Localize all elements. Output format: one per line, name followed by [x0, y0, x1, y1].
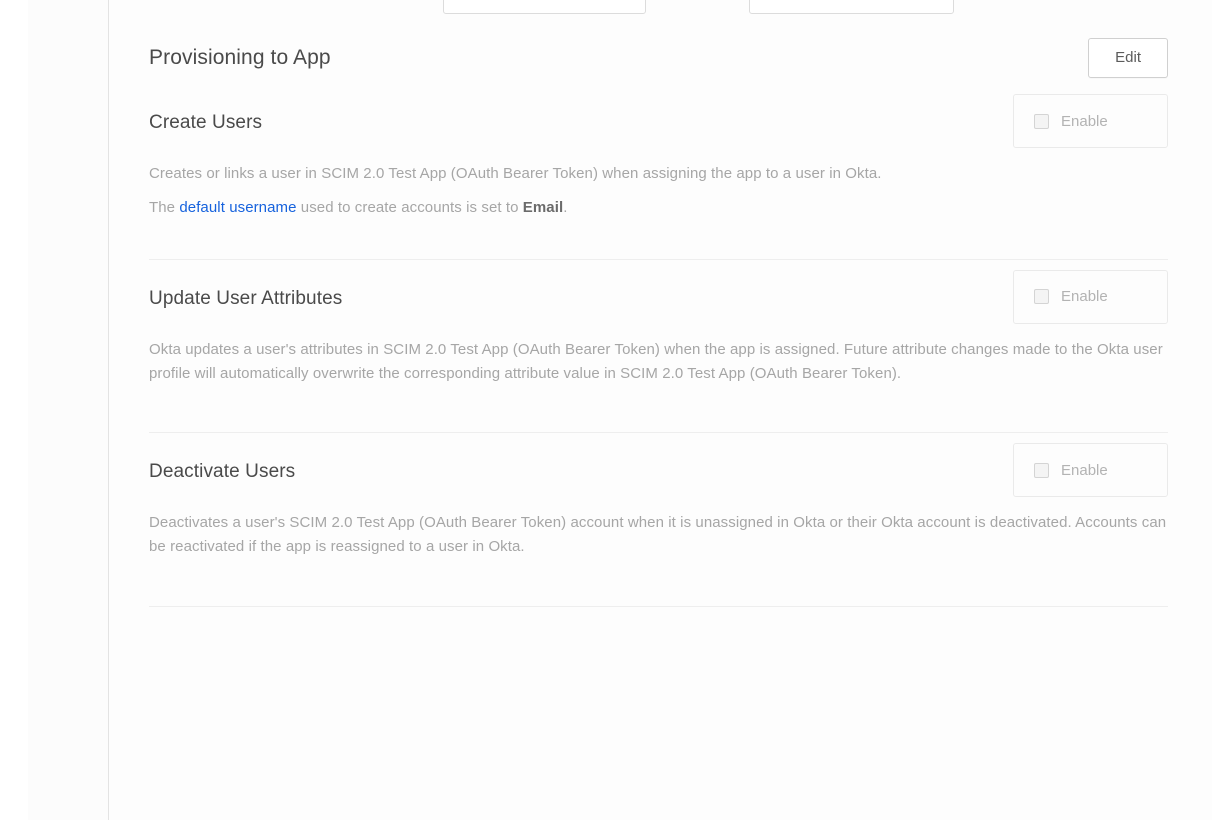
provisioning-section-header	[149, 16, 1168, 84]
checkbox-icon[interactable]	[1034, 289, 1049, 304]
clipped-field-left[interactable]	[443, 0, 646, 14]
feature-title: Deactivate Users	[149, 461, 296, 483]
enable-deactivate-users-toggle[interactable]	[1013, 443, 1168, 497]
enable-create-users-toggle[interactable]	[1013, 94, 1168, 148]
feature-update-user-attributes	[149, 260, 1168, 434]
enable-label: Enable	[1061, 461, 1108, 479]
section-divider	[149, 606, 1168, 607]
enable-update-user-attributes-toggle[interactable]	[1013, 270, 1168, 324]
clipped-field-right[interactable]	[749, 0, 954, 14]
default-username-link[interactable]: default username	[179, 199, 297, 217]
feature-header	[149, 270, 1168, 324]
desc-middle: used to create accounts is set to	[296, 199, 523, 217]
checkbox-icon[interactable]	[1034, 463, 1049, 478]
feature-title: Update User Attributes	[149, 287, 343, 309]
feature-description: Deactivates a user's SCIM 2.0 Test App (OAuth Bearer Token) account when it is unassigned in Okta or their Okta account is deactivated. Accounts can be reactivated if the app is reassigned to a user in Okta.	[149, 514, 1167, 556]
feature-deactivate-users	[149, 433, 1168, 607]
enable-label: Enable	[1061, 288, 1108, 306]
edit-button[interactable]: Edit	[1088, 38, 1168, 78]
sidebar-rail	[28, 0, 109, 820]
enable-label: Enable	[1061, 112, 1108, 130]
checkbox-icon[interactable]	[1034, 114, 1049, 129]
feature-description: Okta updates a user's attributes in SCIM 2.0 Test App (OAuth Bearer Token) when the app is assigned. Future attribute changes made to the Okta user profile will automatically overwrite the corresponding attribute value in SCIM 2.0 Test App (OAuth Bearer Token).	[149, 340, 1163, 382]
feature-header	[149, 94, 1168, 148]
desc-suffix: .	[563, 199, 568, 217]
feature-description-secondary	[149, 196, 1168, 220]
feature-description: Creates or links a user in SCIM 2.0 Test App (OAuth Bearer Token) when assigning the app to a user in Okta.	[149, 165, 882, 182]
clipped-fields-row	[149, 0, 1168, 16]
feature-title: Create Users	[149, 112, 263, 133]
desc-prefix: The	[149, 199, 180, 217]
feature-header	[149, 443, 1168, 497]
main-content	[109, 0, 1212, 820]
page-title: Provisioning to App	[149, 46, 331, 69]
page-outer-margin	[0, 0, 28, 820]
desc-strong-value: Email	[522, 199, 564, 217]
feature-create-users	[149, 84, 1168, 260]
